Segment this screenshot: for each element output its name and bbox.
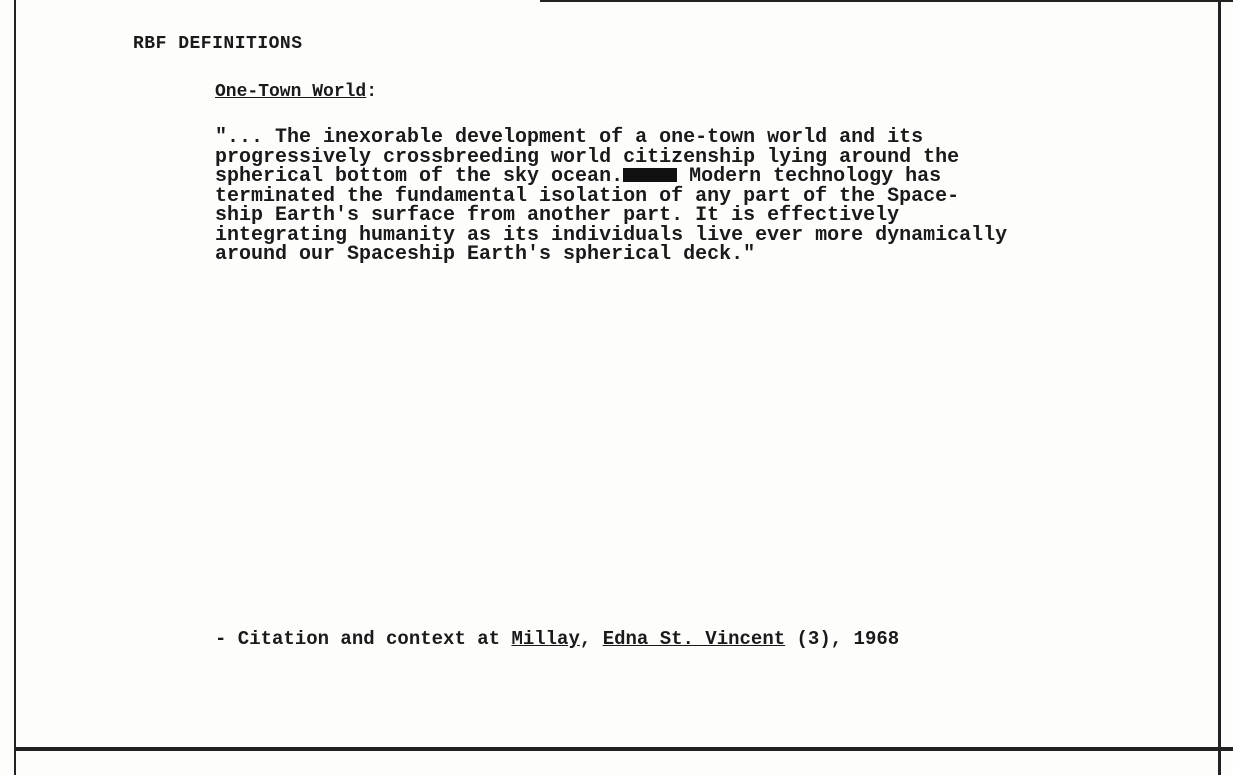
citation-link-millay[interactable]: Millay bbox=[511, 628, 580, 650]
term-colon: : bbox=[366, 82, 378, 102]
card-border-left bbox=[14, 0, 16, 775]
citation-separator: , bbox=[579, 628, 603, 650]
citation-suffix: (3), 1968 bbox=[785, 628, 900, 650]
citation bbox=[215, 628, 899, 650]
card-border-right bbox=[1218, 0, 1221, 775]
quote-line: terminated the fundamental isolation of any part of the Space- bbox=[215, 184, 960, 208]
quote-line-part: spherical bottom of the sky ocean. bbox=[215, 165, 624, 188]
term-name: One-Town World bbox=[215, 82, 367, 102]
quote-line bbox=[215, 167, 1205, 187]
citation-link-edna[interactable]: Edna St. Vincent bbox=[602, 628, 786, 650]
quote-line: "... The inexorable development of a one-town world and its bbox=[215, 126, 924, 149]
redaction-mark bbox=[623, 168, 677, 182]
quote-line: integrating humanity as its individuals live ever more dynamically bbox=[215, 223, 1008, 247]
quote-line: around our Spaceship Earth's spherical deck." bbox=[215, 243, 756, 266]
card-heading: RBF DEFINITIONS bbox=[133, 34, 303, 54]
quote-line: ship Earth's surface from another part. It is effectively bbox=[215, 204, 900, 227]
quote-line: progressively crossbreeding world citizenship lying around the bbox=[215, 145, 960, 169]
term-title bbox=[215, 82, 377, 102]
quote-line-part: Modern technology has bbox=[677, 165, 942, 188]
definition-quote bbox=[215, 128, 1205, 265]
citation-prefix: - Citation and context at bbox=[215, 628, 512, 650]
card-border-bottom bbox=[14, 747, 1233, 751]
card-border-top bbox=[540, 0, 1233, 2]
